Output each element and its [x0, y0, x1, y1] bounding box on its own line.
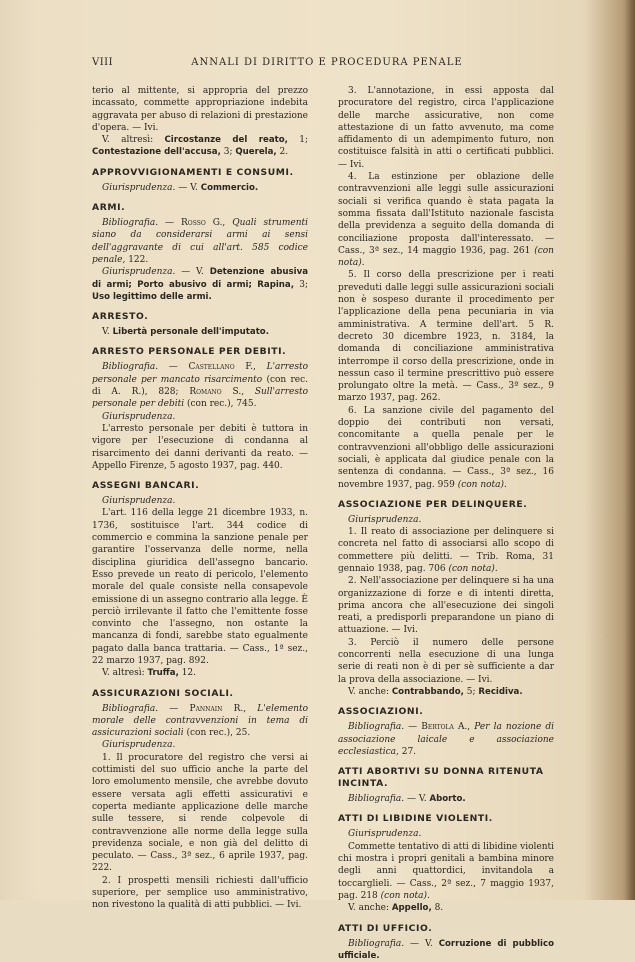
- armi-case-law: Giurisprudenza. — V. Detenzione abusiva di armi; Porto abusivo di armi; Rapina, 3; Uso legittimo delle armi.: [92, 267, 308, 302]
- associazione-item-2: 2. Nell'associazione per delinquere si ha una organizzazione di forze e di intenti diretta, prima ancora che all'esecuzione dei singoli reati, a predisporli preparandone un piano di attuazione. — Ivi.: [338, 576, 554, 636]
- associazione-see-also: V. anche: Contrabbando, 5; Recidiva.: [348, 686, 523, 697]
- assegni-case-law-label: Giurisprudenza.: [102, 496, 176, 507]
- assegni-text: L'art. 116 della legge 21 dicembre 1933, n. 1736, sostituisce l'art. 344 codice di commercio e commina la sanzione penale per garantire l'osservanza delle norme, nella disciplina giuridica dell'assegno bancario. Esso prevede un reato di pericolo, l'elemento morale del quale consiste nella consapevole emissione di un assegno contrario alla legge. È perciò irrilevante il fatto che l'emittente fosse convinto che l'assegno, non ostante la mancanza di fondi, sarebbe stato egualmente pagato dalla banca trattaria. — Cass., 1ª sez., 22 marzo 1937, pag. 892.: [92, 508, 308, 666]
- arresto-entry: V. Libertà personale dell'imputato.: [102, 327, 269, 338]
- assicurazioni-item-2: 2. I prospetti mensili richiesti dall'ufficio superiore, per semplice uso amministrativo, non rivestono la qualità di atti pubblici. — Ivi.: [92, 875, 308, 911]
- heading-approvvigionamenti: APPROVVIGIONAMENTI E CONSUMI.: [92, 166, 294, 178]
- heading-atti-libidine: ATTI DI LIBIDINE VIOLENTI.: [338, 813, 493, 825]
- atti-libidine-text: Commette tentativo di atti di libidine violenti chi mostra i propri genitali a bambina minore degli anni quattordici, invitandola a toccarglieli. — Cass., 2ª sez., 7 maggio 1937, pag. 218 (con nota).: [338, 841, 554, 901]
- atti-libidine-case-law-label: Giurisprudenza.: [348, 829, 422, 840]
- page-number: VIII: [92, 57, 114, 68]
- armi-bibliography: Bibliografia. — Rosso G., Quali strumenti siano da considerarsi armi ai sensi dell'aggravante di cui all'art. 585 codice penale, 122.: [92, 218, 308, 265]
- atti-libidine-see-also: V. anche: Appello, 8.: [348, 903, 444, 914]
- associazioni-bibliography: Bibliografia. — Bertola A., Per la nozione di associazione laicale e associazione ecclesiastica, 27.: [338, 722, 554, 757]
- page-header: [92, 57, 562, 71]
- intro-paragraph: terio al mittente, si appropria del prezzo incassato, commette appropriazione indebita aggravata per abuso di relazioni di prestazione d'opera. — Ivi.: [92, 86, 308, 133]
- assegni-see-also: V. altresì: Truffa, 12.: [102, 668, 197, 679]
- assicurazioni-item-5: 5. Il corso della prescrizione per i reati preveduti dalle leggi sulle assicurazioni sociali non è sospeso durante il procedimento per l'applicazione della pena pecuniaria in via amministrativa. A termine dell'art. 5 R. decreto 30 dicembre 1923, n. 3184, la domanda di conciliazione amministrativa interrompe il corso della prescrizione, onde in nessun caso il termine prescrittivo può essere prolungato oltre la metà. — Cass., 3ª sez., 9 marzo 1937, pag. 262.: [338, 270, 554, 404]
- assicurazioni-bibliography: Bibliografia. — Pannain R., L'elemento morale delle contravvenzioni in tema di assicurazioni sociali (con rec.), 25.: [92, 703, 308, 739]
- page-edge-shadow: [625, 0, 635, 900]
- arresto-personale-bibliography: Bibliografia. — Castellano F., L'arresto personale per mancato risarcimento (con rec. di A. R.), 828; Romano S., Sull'arresto personale per debiti (con rec.), 745.: [92, 362, 308, 410]
- heading-associazioni: ASSOCIAZIONI.: [338, 706, 424, 718]
- assicurazioni-case-law-label: Giurisprudenza.: [102, 740, 176, 751]
- associazione-item-1: 1. Il reato di associazione per delinquere si concreta nel fatto di associarsi allo scopo di commettere più delitti. — Trib. Roma, 31 gennaio 1938, pag. 706 (con nota).: [338, 527, 554, 574]
- intro-see-also: V. altresì: Circostanze del reato, 1; Contestazione dell'accusa, 3; Querela, 2.: [92, 135, 309, 158]
- atti-abortivi-entry: Bibliografia. — V. Aborto.: [348, 794, 466, 805]
- left-column: [92, 85, 308, 912]
- associazione-item-3: 3. Perciò il numero delle persone concorrenti nella esecuzione di una lunga serie di reati non è di per sè sufficiente a dar la prova della associazione. — Ivi.: [338, 637, 554, 685]
- assicurazioni-item-4: 4. La estinzione per oblazione delle contravvenzioni alle leggi sulle assicurazioni sociali si verifica quando è stata pagata la somma fissata dall'Istituto nazionale fascista della previdenza a seguito della domanda di conciliazione proposta dall'interessato. — Cass., 3ª sez., 14 maggio 1936, pag. 261 (con nota).: [338, 172, 554, 269]
- right-column: [338, 85, 554, 962]
- heading-assegni-bancari: ASSEGNI BANCARI.: [92, 480, 200, 492]
- heading-atti-ufficio: ATTI DI UFFICIO.: [338, 922, 433, 934]
- atti-ufficio-entry: Bibliografia. — V. Corruzione di pubblico ufficiale.: [338, 938, 554, 961]
- heading-armi: ARMI.: [92, 202, 126, 214]
- arresto-personale-text: L'arresto personale per debiti è tuttora in vigore per l'esecuzione di condanna al risarcimento dei danni derivanti da reato. — Appello Firenze, 5 agosto 1937, pag. 440.: [92, 423, 308, 471]
- heading-assicurazioni-sociali: ASSICURAZIONI SOCIALI.: [92, 687, 234, 699]
- heading-arresto-personale: ARRESTO PERSONALE PER DEBITI.: [92, 346, 287, 358]
- heading-atti-abortivi: ATTI ABORTIVI SU DONNA RITENUTA INCINTA.: [338, 766, 544, 790]
- heading-arresto: ARRESTO.: [92, 311, 149, 323]
- assicurazioni-item-6: 6. La sanzione civile del pagamento del doppio dei contributi non versati, concomitante a quella penale per le contravvenzioni all'obbligo delle assicurazioni sociali, è applicata dal giudice penale con la sentenza di condanna. — Cass., 3ª sez., 16 novembre 1937, pag. 959 (con nota).: [338, 405, 554, 490]
- running-title: ANNALI DI DIRITTO E PROCEDURA PENALE: [191, 57, 463, 68]
- assicurazioni-item-1: 1. Il procuratore del registro che versi ai cottimisti del suo ufficio anche la parte del loro emolumento mensile, che avrebbe dovuto essere versata agli effetti assicurativi e coperta mediante applicazione delle marche sulle tessere, si rende colpevole di contravvenzione alle norme della legge sulla previdenza sociale, e non già del delitto di peculato. — Cass., 3ª sez., 6 aprile 1937, pag. 222.: [92, 752, 308, 874]
- assicurazioni-item-3: 3. L'annotazione, in essi apposta dal procuratore del registro, circa l'applicazione delle marche assicurative, non come attestazione di un fatto avvenuto, ma come affidamento di un adempimento futuro, non costituisce falsità in atti o certificati pubblici. — Ivi.: [338, 86, 554, 170]
- associazione-case-law-label: Giurisprudenza.: [348, 514, 422, 525]
- approvvigionamenti-entry: Giurisprudenza. — V. Commercio.: [102, 182, 259, 193]
- heading-associazione-delinquere: ASSOCIAZIONE PER DELINQUERE.: [338, 498, 528, 510]
- arresto-personale-case-law-label: Giurisprudenza.: [102, 411, 176, 422]
